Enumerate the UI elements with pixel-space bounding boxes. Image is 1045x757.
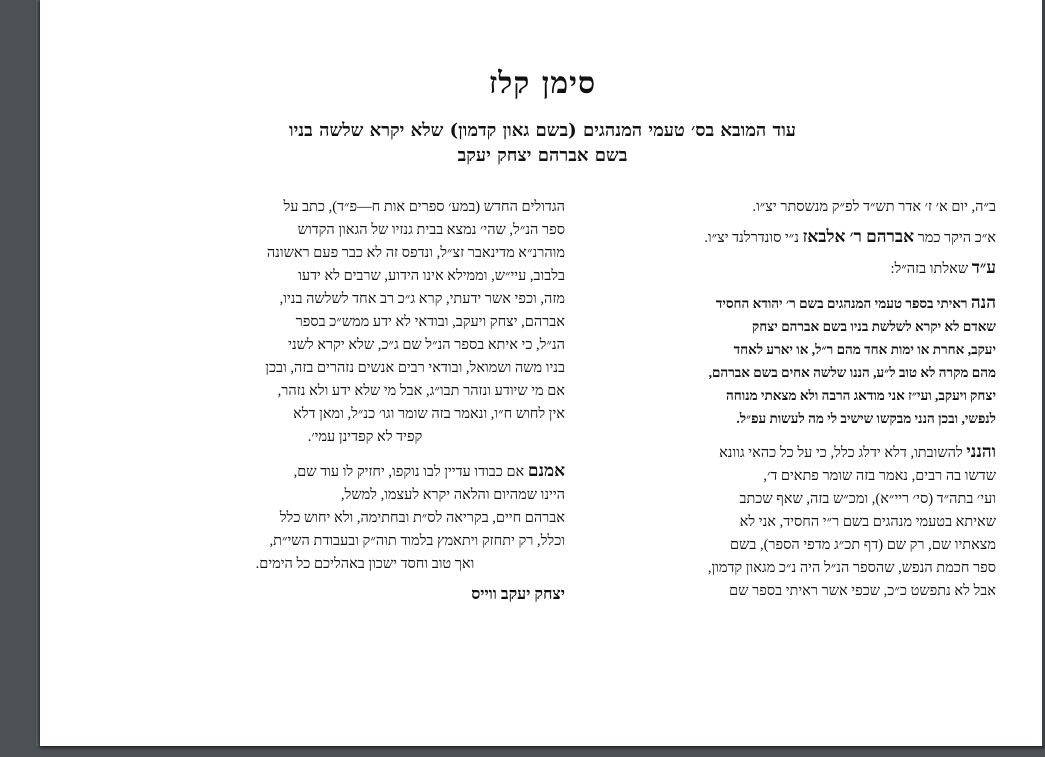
continuation-line: הגדולים החדש (במע׳ ספרים אות ח—פ״ד), כתב על: [283, 199, 565, 215]
continuation-paragraph: [165, 196, 565, 449]
answer-line: שאיתא בטעמי מנהגים בשם ר״י החסיד, אני לא: [739, 514, 996, 530]
question-lead-word: הנה: [970, 293, 996, 312]
closing-line: ואך טוב וחסד ישכון באהליכם כל הימים.: [255, 556, 475, 572]
continuation-line: מוהרנ״א מדינאבר זצ״ל, ונדפס זה לא כבר פעם ראשונה: [266, 245, 565, 261]
answer-line: ועי׳ בתה״ד (סי׳ ריי״א), ומכ״ש בזה, שאף שכתב: [739, 491, 996, 507]
question-paragraph: [578, 291, 996, 430]
addressee-prefix: א״כ היקר כמר: [917, 230, 996, 246]
question-line: יעקב, אחרת או ימות אחד מהם ר״ל, או יארע לאחד: [733, 342, 996, 357]
left-text-column: [165, 196, 565, 608]
closing-line: היינו שמהיום והלאה יקרא לעצמו, למשל,: [340, 487, 565, 503]
closing-line: אמנם אם כבודו עדיין לבו נוקפו, יחזיק לו עוד שם,: [293, 461, 565, 480]
date-line: ב״ה, יום א׳ ז׳ אדר תש״ד לפ״ק מנשסתר יצ״ו.: [752, 199, 996, 215]
answer-line: והנני להשובתו, דלא ידלג כלל, כי על כל כהאי גוונא: [719, 442, 996, 461]
siman-title: סימן קלז: [488, 66, 597, 101]
continuation-line: מזה, וכפי אשר ידעתי, קרא ג״כ רב אחד לשלשה בניו,: [279, 291, 565, 307]
answer-lead-word: והנני: [966, 442, 996, 461]
addressee-name: אברהם ר׳ אלבאז: [802, 227, 914, 246]
question-line: לנפשי, ובכן הנני מבקשו שישיב לי מה לעשות עפ״ל.: [736, 411, 996, 426]
question-line: יצחק ויעקב, ועי״ז אני מודאג הרבה ולא מצאתי מנוחה: [726, 388, 996, 403]
continuation-line: ספר הנ״ל, שהי׳ נמצא בבית גנזיו של הגאון הקדוש: [297, 222, 565, 238]
question-line: שאדם לא יקרא לשלשת בניו בשם אברהם יצחק: [752, 319, 996, 334]
continuation-line: אם מי שיודע ונזהר תבו״ג, אבל מי שלא ידע ולא נזהר,: [277, 383, 565, 399]
addressee-line: [578, 225, 996, 250]
viewer-background-bottom: [36, 746, 1045, 757]
signature: יצחק יעקב ווייס: [471, 586, 565, 603]
closing-line: וכלל, רק יתחזק ויתאמץ בלמוד תוה״ק ובעבודת השי״ת,: [269, 533, 565, 549]
continuation-line: הנ״ל, כי איתא בספר הנ״ל שם ג״כ, שלא יקרא לשני: [288, 337, 565, 353]
addressee-suffix: נ״י סונדרלנד יצ״ו.: [704, 230, 800, 246]
continuation-line: אין לחוש ח״ו, ונאמר בזה שומר וגו׳ כנ״ל, ומאן דלא: [293, 406, 565, 422]
intro-line: [578, 256, 996, 281]
closing-paragraph: [165, 459, 565, 576]
viewer-background-left: [0, 0, 36, 757]
right-text-column: [578, 196, 996, 603]
answer-line: אבל לא נתפשט כ״כ, שכפי אשר ראיתי בספר שם: [729, 583, 996, 599]
answer-line: מצאתיו שם, רק שם (דף תכ״ג מדפי הספר), בשם: [730, 537, 996, 553]
continuation-line: קפיד לא קפדינן עמי׳.: [307, 429, 423, 445]
subtitle-line-2: בשם אברהם יצחק יעקב: [457, 145, 628, 166]
subtitle-line-1: עוד המובא בס׳ טעמי המנהגים (בשם גאון קדמון) שלא יקרא שלשה בניו: [288, 120, 796, 141]
question-line: הנה ראיתי בספר טעמי המנהגים בשם ר׳ יהודא החסיד: [715, 293, 996, 312]
closing-lead-word: אמנם: [527, 461, 565, 480]
document-page: [40, 0, 1045, 746]
intro-lead-word: ע״ד: [971, 258, 996, 277]
closing-line: אברהם חיים, בקריאה לס״ת ובחתימה, ולא יחוש כלל: [279, 510, 565, 526]
answer-paragraph: [578, 440, 996, 603]
continuation-line: בלבוב, עיי״ש, וממילא אינו הידוע, שרבים לא ידעו: [298, 268, 565, 284]
continuation-line: בניו משה ושמואל, ובודאי רבים אנשים נזהרים בזה, ובכן: [265, 360, 565, 376]
subtitle: [40, 118, 1045, 168]
answer-line: ספר חכמת הנפש, שהספר הנ״ל היה נ״כ מגאון קדמון,: [707, 560, 996, 576]
question-line: מהם מקרה לא טוב ל״ע, הננו שלשה אחים בשם אברהם,: [708, 365, 996, 380]
continuation-line: אברהם, יצחק ויעקב, ובודאי לא ידע ממש״כ בספר: [295, 314, 565, 330]
answer-line: שדשו בה רבים, נאמר בזה שומר פתאים ד׳,: [763, 468, 996, 484]
intro-text: שאלתו בזה״ל:: [890, 261, 969, 277]
